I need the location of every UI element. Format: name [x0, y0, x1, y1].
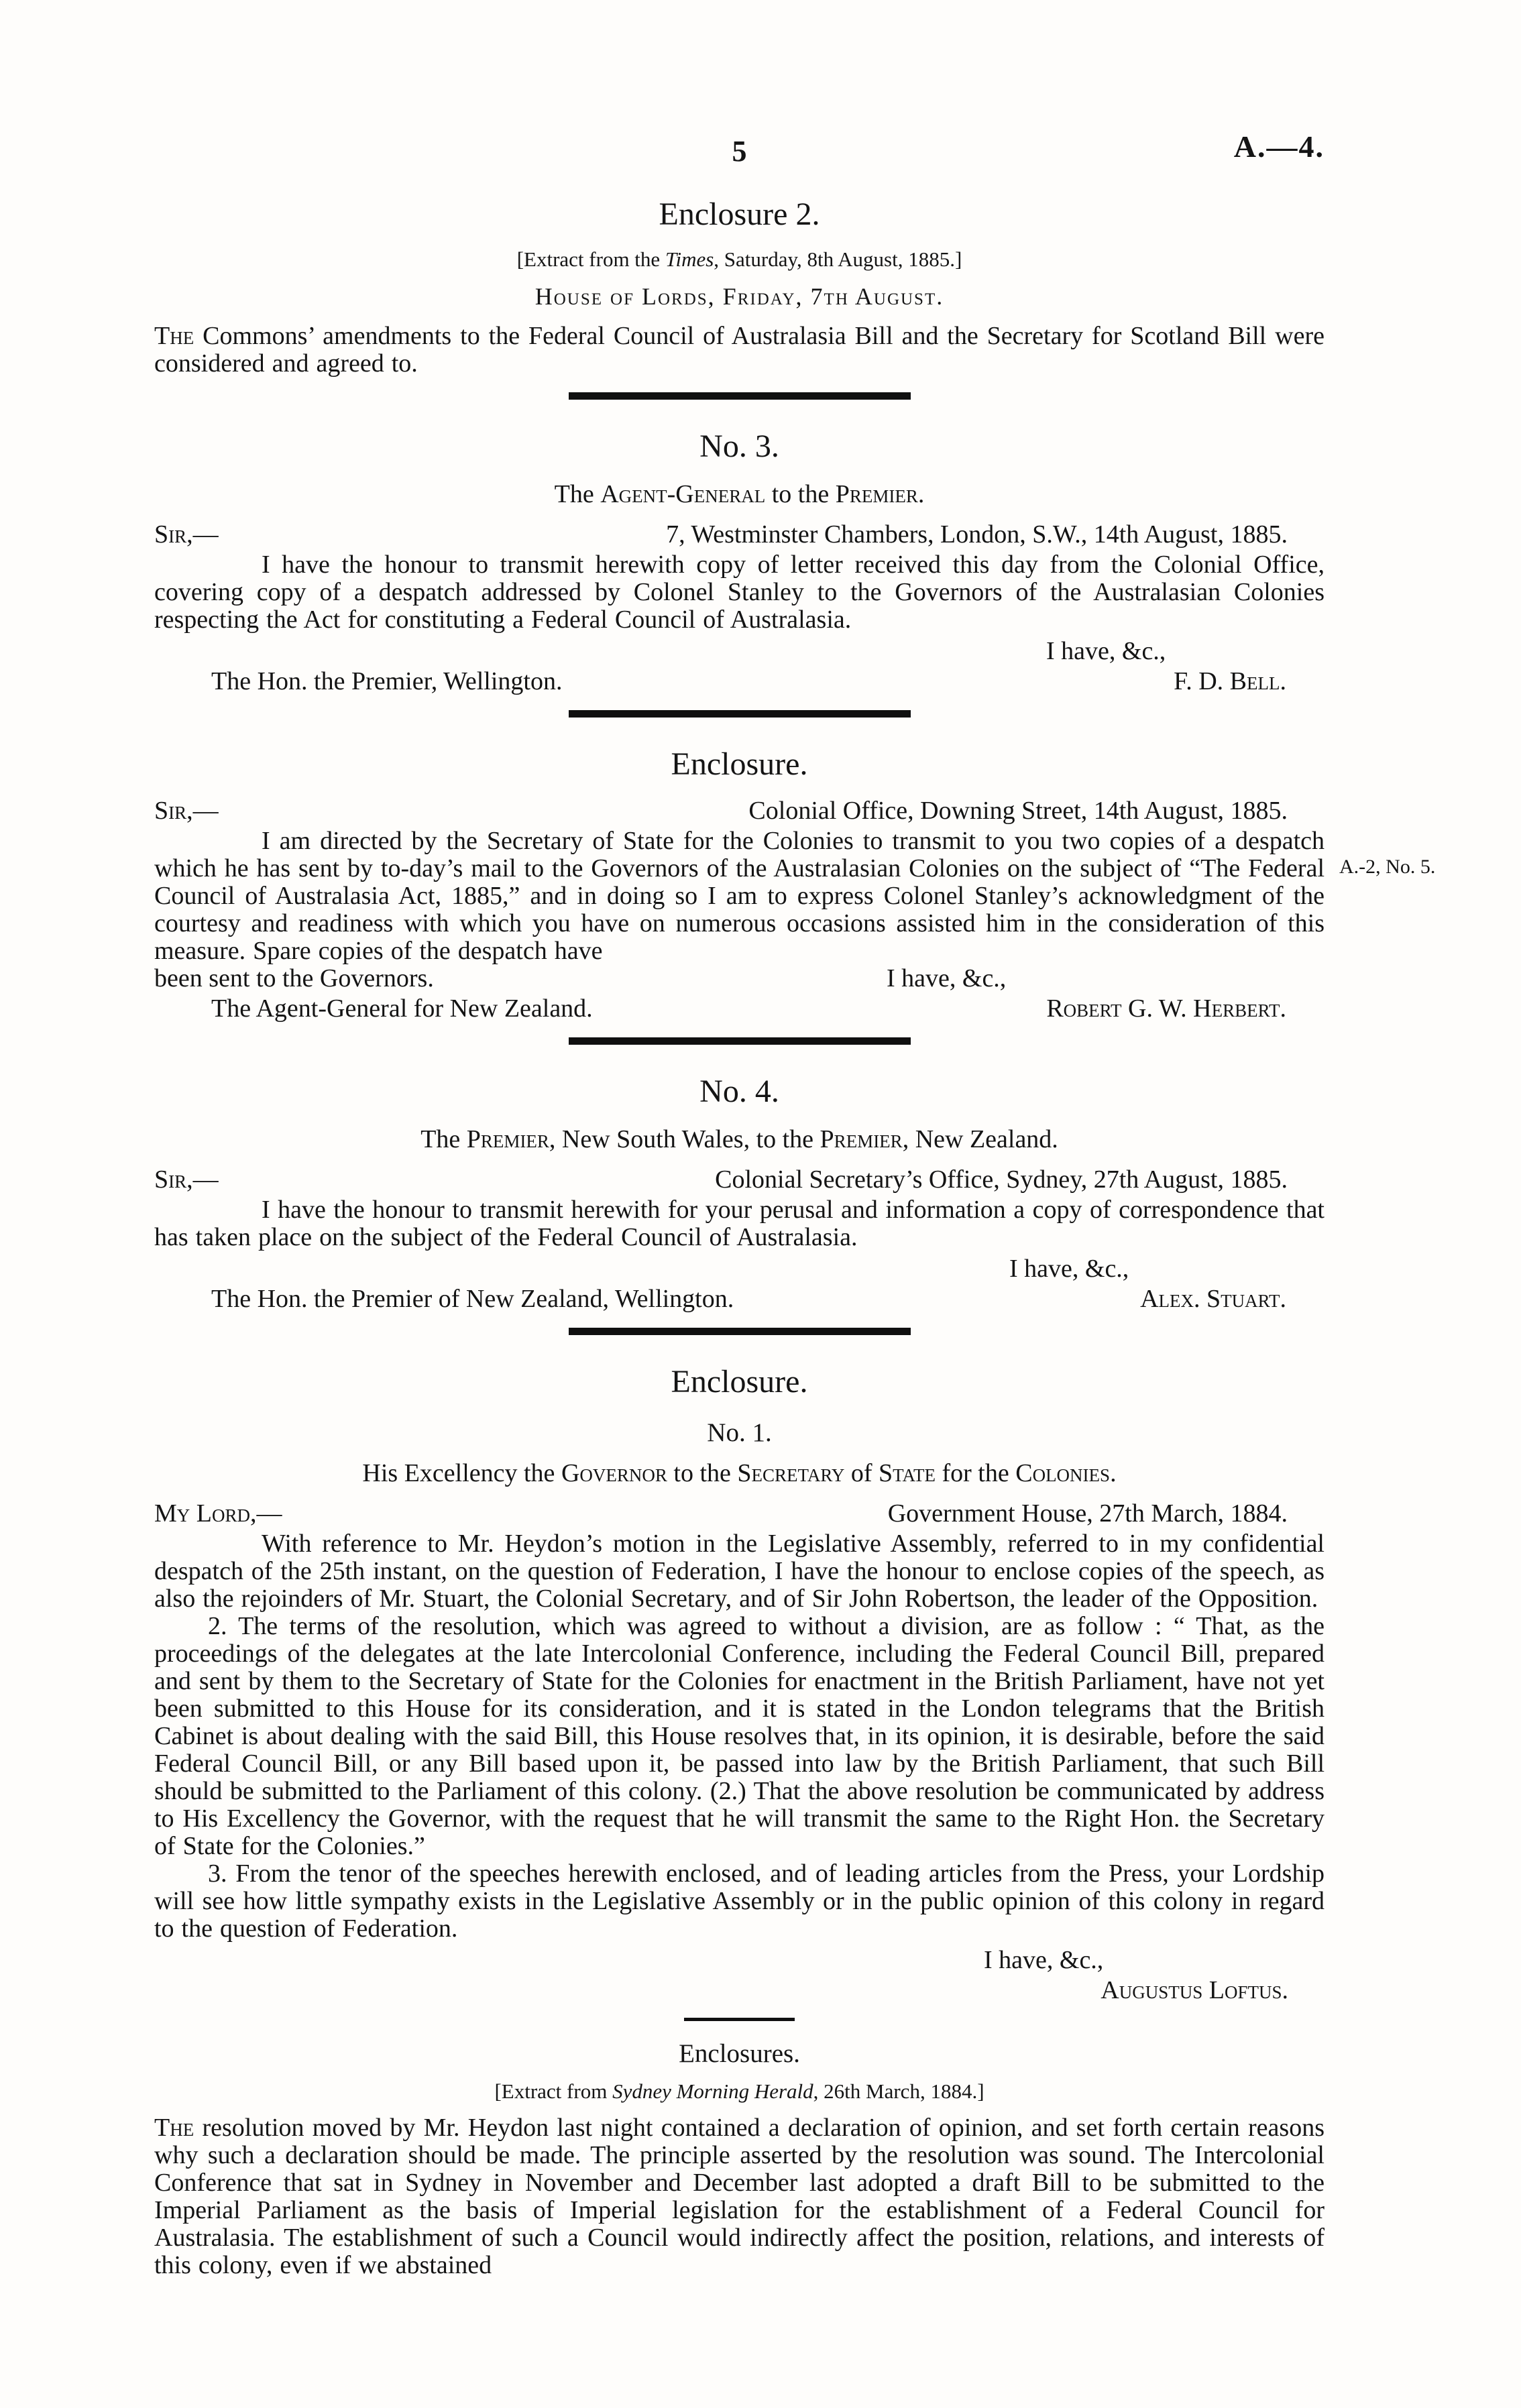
enclosures-extract-line	[154, 2079, 1325, 2104]
addressee-signature-row	[154, 668, 1325, 695]
parties-text-run: to the	[765, 480, 836, 508]
valediction: I have, &c.,	[1009, 1255, 1129, 1283]
newspaper-title: Times	[665, 247, 714, 271]
parties-smallcaps-run: State	[879, 1459, 936, 1487]
section-enclosures-extract	[154, 2039, 1325, 2279]
salutation-row	[154, 797, 1325, 825]
enclosure-title: Enclosure.	[671, 746, 808, 782]
extract-text-run: [Extract from the	[516, 247, 665, 271]
parties-smallcaps-run: Colonies	[1015, 1459, 1111, 1487]
salutation-row	[154, 1166, 1325, 1194]
valediction: I have, &c.,	[1046, 637, 1166, 665]
parties-smallcaps-run: Agent-General	[600, 480, 766, 508]
parties-smallcaps-run: Governor	[561, 1459, 667, 1487]
salutation-row	[154, 521, 1325, 549]
section-no-3	[154, 428, 1325, 718]
letter-number-heading: No. 3.	[699, 428, 779, 464]
addressee: The Hon. the Premier of New Zealand, Wellington.	[211, 1285, 734, 1313]
letter-parties-heading	[154, 1125, 1325, 1154]
parties-text-run: , New South Wales, to the	[549, 1125, 820, 1153]
leadin-smallcaps: The	[154, 322, 194, 350]
enclosure-title: Enclosure.	[671, 1364, 808, 1399]
leadin-smallcaps: The	[154, 2114, 194, 2142]
signature: F. D. Bell.	[1174, 667, 1286, 695]
paragraph-last-line	[154, 965, 1325, 992]
parties-text-run: His Excellency the	[362, 1459, 561, 1487]
letter-body-paragraph: I have the honour to transmit herewith for your perusal and information a copy of correspondence that has taken place on the subject of the Federal Council of Australasia.	[154, 1196, 1325, 1251]
signature: Augustus Loftus.	[1101, 1976, 1288, 2004]
parties-text-run: , New Zealand.	[902, 1125, 1058, 1153]
parties-text-run: .	[1110, 1459, 1117, 1487]
parties-smallcaps-run: Secretary	[737, 1459, 845, 1487]
paragraph-with-margin-note	[154, 827, 1436, 965]
document-reference: A.—4.	[1233, 129, 1325, 164]
addressee: The Agent-General for New Zealand.	[211, 994, 593, 1023]
paragraph-text-run: resolution moved by Mr. Heydon last night contained a declaration of opinion, and set forth certain reasons why such a declaration should be made. The principle asserted by the resolution was sound. The Intercolonial Conference that sat in Sydney in November and December last adopted a draft Bill to be submitted to the Imperial Parliament as the basis of Imperial legislation for the establishment of a Federal Council for Australasia. The establishment of such a Council would indirectly affect the position, relations, and interests of this colony, even if we abstained	[154, 2114, 1325, 2279]
extract-text-run: , 26th March, 1884.]	[813, 2079, 984, 2103]
parties-text-run: The	[420, 1125, 467, 1153]
valediction: I have, &c.,	[887, 964, 1007, 992]
salutation: My Lord,—	[154, 1499, 282, 1528]
letter-body-paragraph: I am directed by the Secretary of State for the Colonies to transmit to you two copies of a despatch which he has sent by to-day’s mail to the Governors of the Australasian Colonies on the subject of “The Federal Council of Australasia Act, 1885,” and in doing so I am to express Colonel Stanley’s acknowledgment of the courtesy and readiness with which you have on numerous occasions assisted him in the consideration of this measure. Spare copies of the despatch have	[154, 827, 1325, 965]
parties-text-run: for the	[935, 1459, 1016, 1487]
parties-text-run: .	[917, 480, 925, 508]
section-divider-rule	[569, 710, 911, 718]
letter-body-paragraph: With reference to Mr. Heydon’s motion in the Legislative Assembly, referred to in my confidential despatch of the 25th instant, on the question of Federation, I have the honour to enclose copies of the speech, as also the rejoinders of Mr. Stuart, the Colonial Secretary, and of Sir John Robertson, the leader of the Opposition.	[154, 1530, 1325, 1613]
short-divider-rule	[684, 2018, 795, 2021]
extract-text-run: , Saturday, 8th August, 1885.]	[714, 247, 962, 271]
salutation-row	[154, 1500, 1325, 1528]
salutation: Sir,—	[154, 520, 219, 549]
letter-body-paragraph: 2. The terms of the resolution, which was agreed to without a division, are as follow : “ That, as the proceedings of the delegates at the late Intercolonial Conference, including the Federal Council Bill, prepared and sent by them to the Secretary of State for the Colonies for enactment in the British Parliament, have not yet been submitted to this House for its consideration, and it is stated in the London telegrams that the British Cabinet is about dealing with the said Bill, this House resolves that, in its opinion, it is desirable, before the said Federal Council Bill, or any Bill based upon it, be passed into law by the British Parliament, that such Bill should be submitted to the Parliament of this colony. (2.) That the above resolution be communicated by address to His Excellency the Governor, with the request that he will transmit the same to the Right Hon. the Secretary of State for the Colonies.”	[154, 1612, 1325, 1860]
parties-text-run: to the	[667, 1459, 738, 1487]
section-enclosure-no-1	[154, 1363, 1325, 2021]
signature: Alex. Stuart.	[1140, 1285, 1286, 1313]
newspaper-title: Sydney Morning Herald	[612, 2079, 813, 2103]
section-divider-rule	[569, 1037, 911, 1045]
parties-smallcaps-run: Premier	[466, 1125, 549, 1153]
enclosures-title: Enclosures.	[679, 2039, 800, 2068]
addressee-signature-row	[154, 995, 1325, 1023]
section-enclosure-herbert	[154, 746, 1436, 1045]
enclosure2-subheading: House of Lords, Friday, 7th August.	[534, 283, 944, 310]
letter-parties-heading	[154, 1458, 1325, 1488]
section-enclosure-2	[154, 196, 1325, 400]
valediction: I have, &c.,	[984, 1946, 1104, 1974]
letter-number-heading: No. 4.	[699, 1074, 779, 1109]
section-no-4	[154, 1073, 1325, 1335]
letter-body-paragraph: 3. From the tenor of the speeches herewith enclosed, and of leading articles from the Press, your Lordship will see how little sympathy exists in the Legislative Assembly or in the public opinion of this colony in regard to the question of Federation.	[154, 1859, 1325, 1943]
letter-dateline: Colonial Office, Downing Street, 14th August, 1885.	[748, 797, 1288, 825]
extract-text-run: [Extract from	[494, 2079, 613, 2103]
page-number: 5	[732, 135, 747, 168]
letter-number-heading: No. 1.	[707, 1418, 772, 1447]
page-header	[154, 129, 1325, 168]
parties-smallcaps-run: Premier	[820, 1125, 903, 1153]
paragraph-text-run: Commons’ amendments to the Federal Council of Australasia Bill and the Secretary for Scotland Bill were considered and agreed to.	[154, 322, 1325, 378]
enclosure2-title: Enclosure 2.	[659, 196, 820, 232]
salutation: Sir,—	[154, 1165, 219, 1194]
margin-reference-note: A.-2, No. 5.	[1339, 856, 1436, 878]
enclosure2-extract-line	[154, 247, 1325, 272]
salutation: Sir,—	[154, 797, 219, 825]
extract-body-paragraph	[154, 2114, 1325, 2279]
content-column	[154, 0, 1436, 2279]
section-divider-rule	[569, 1328, 911, 1335]
letter-dateline: Government House, 27th March, 1884.	[887, 1499, 1288, 1528]
letter-dateline: 7, Westminster Chambers, London, S.W., 14th August, 1885.	[666, 520, 1288, 549]
addressee-signature-row	[154, 1285, 1325, 1313]
parties-text-run: of	[844, 1459, 879, 1487]
letter-dateline: Colonial Secretary’s Office, Sydney, 27th August, 1885.	[715, 1165, 1288, 1194]
enclosure2-body-paragraph	[154, 323, 1325, 378]
parties-smallcaps-run: Premier	[835, 480, 918, 508]
addressee: The Hon. the Premier, Wellington.	[211, 667, 563, 695]
parties-text-run: The	[554, 480, 601, 508]
paragraph-text-run: been sent to the Governors.	[154, 964, 434, 992]
letter-body-paragraph: I have the honour to transmit herewith copy of letter received this day from the Colonial Office, covering copy of a despatch addressed by Colonel Stanley to the Governors of the Australasian Colonies respecting the Act for constituting a Federal Council of Australasia.	[154, 551, 1325, 634]
signature: Robert G. W. Herbert.	[1046, 994, 1286, 1023]
letter-parties-heading	[154, 479, 1325, 509]
section-divider-rule	[569, 392, 911, 400]
